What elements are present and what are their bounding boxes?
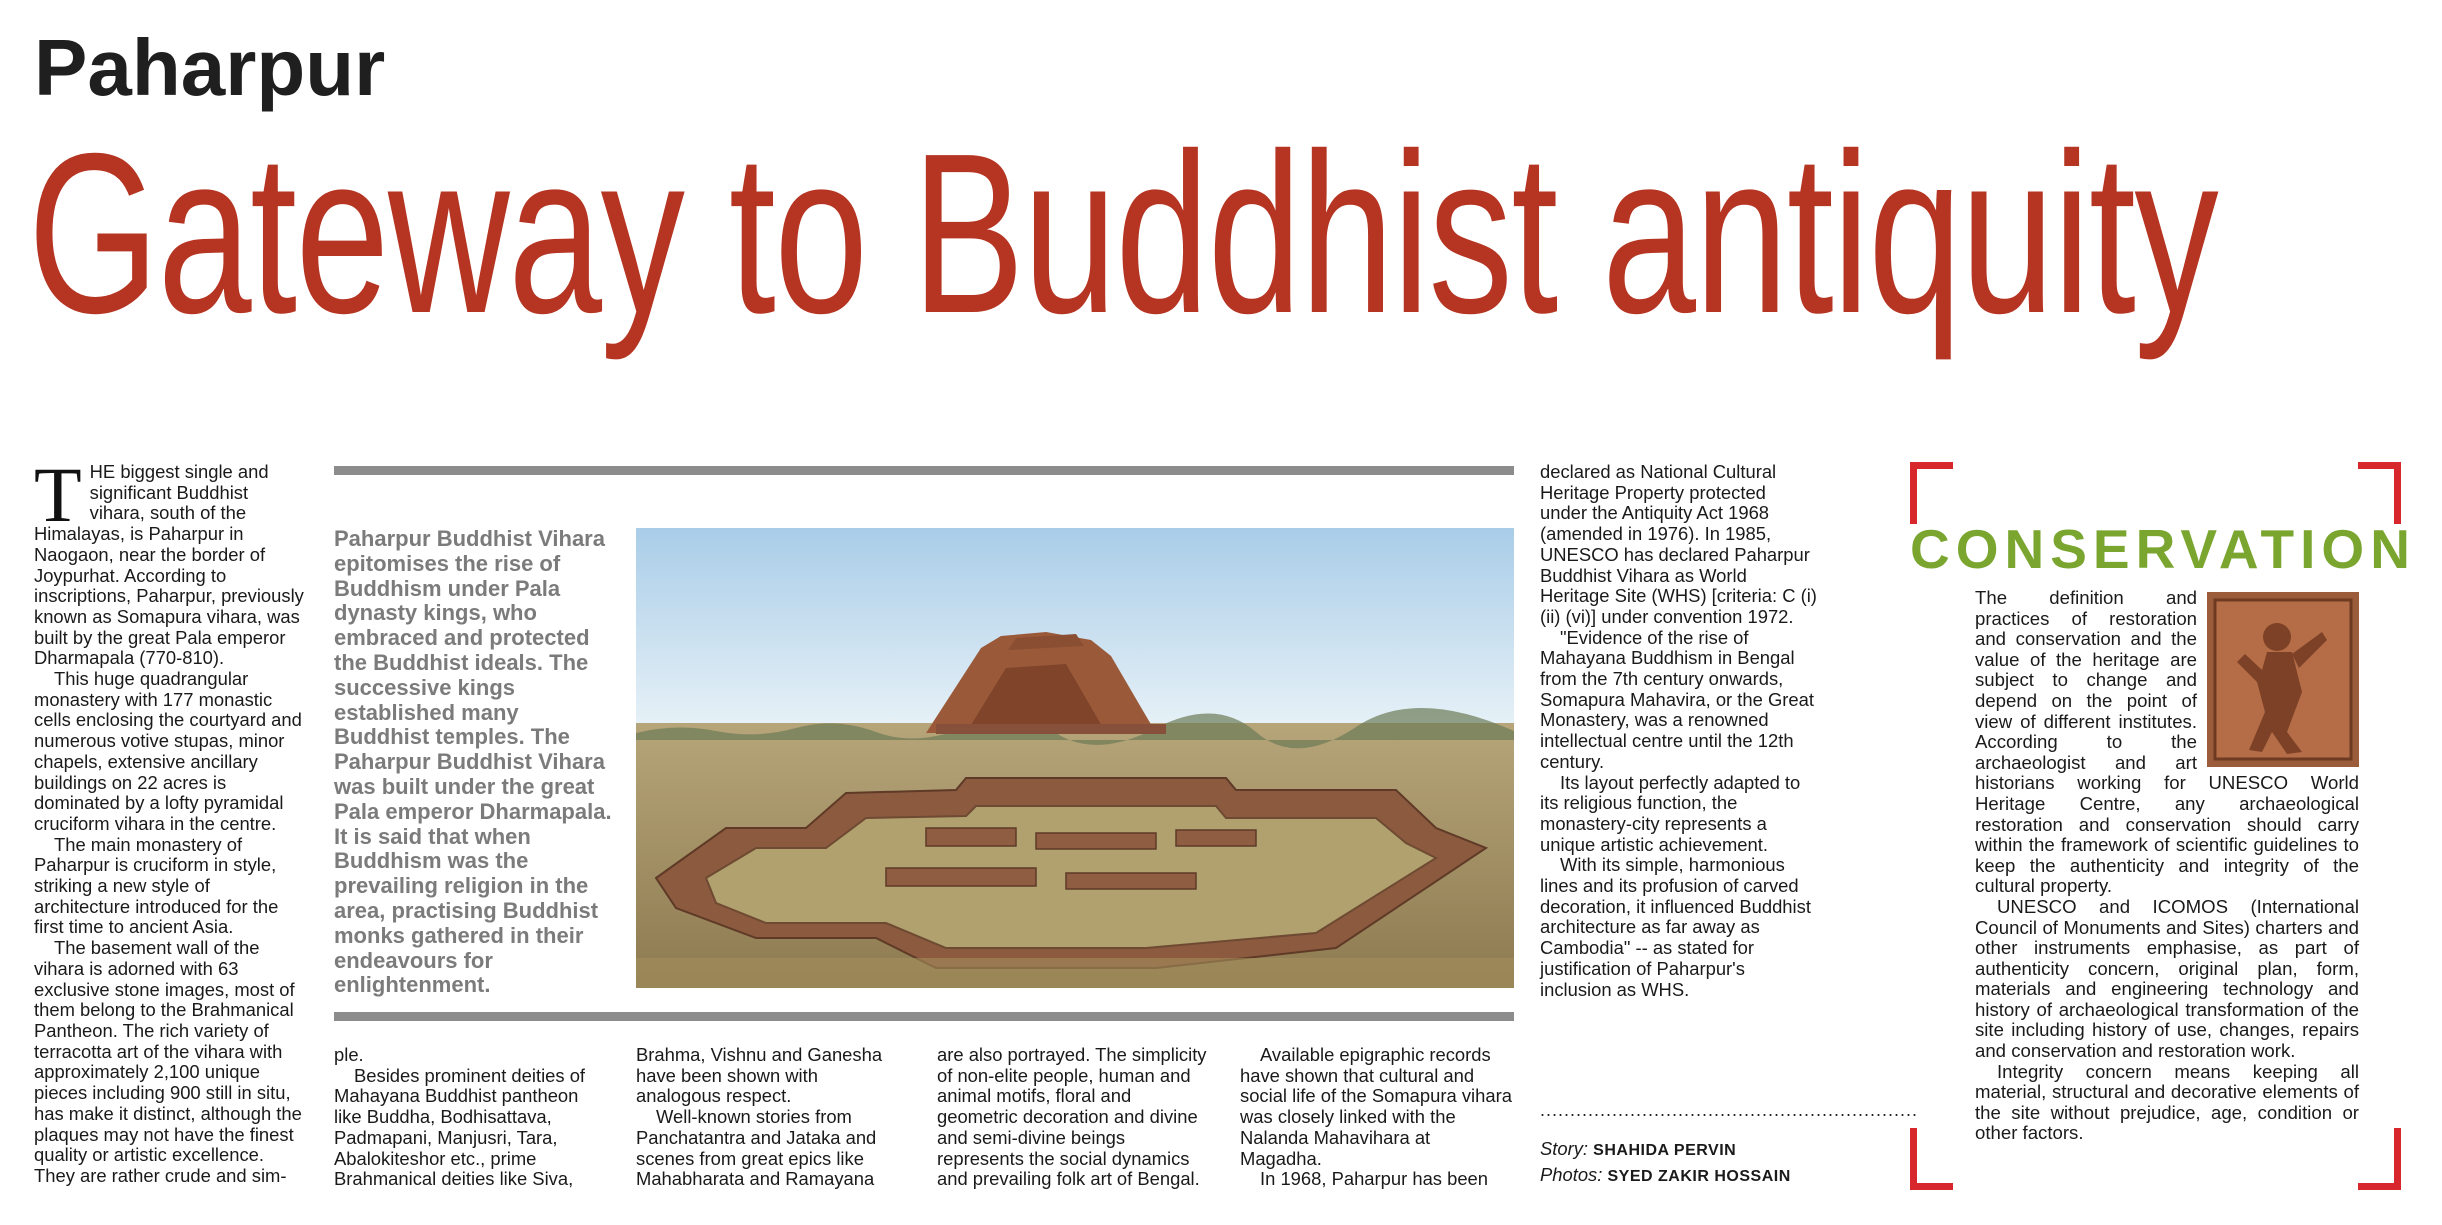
paragraph: Besides prominent deities of Mahayana Buddhist pantheon like Buddha, Bodhisattava, Padmapani, Manjusri, Tara, Abalokiteshor etc., prime Brahmanical deities like Siva, (334, 1064, 586, 1190)
paragraph: ple. (334, 1044, 364, 1065)
paragraph: declared as National Cultural Heritage Property protected under the Antiquity Act 1968 (amended in 1976). In 1985, UNESCO has declared Paharpur Buddhist Vihara as World Heritage Site (WHS) [criteria: C (i) (ii) (vi)] under convention 1972. (1540, 461, 1817, 627)
paragraph-text: HE biggest single and significant Buddhist vihara, south of the Himalayas, is Paharpur in Naogaon, near the border of Joypurhat. According to inscriptions, Paharpur, previously known as Somapura vihara, was built by the great Pala emperor Dharmapala (770-810). (34, 461, 304, 669)
paragraph: The main monastery of Paharpur is cruciform in style, striking a new style of architecture introduced for the first time to ancient Asia. (34, 833, 279, 938)
paragraph-text: The definition and practices of restoration and conservation and the value of the heritage are subject to change and depend on the point of view of different institutes. According to the archaeologist and art historians working for UNESCO World Heritage Centre, any archaeological restoration and conservation should carry within the framework of scientific guidelines to keep the authenticity and integrity of the cultural property. (1975, 587, 2359, 897)
paragraph: Well-known stories from Panchatantra and Jataka and scenes from great epics like Mahabharata and Ramayana (636, 1106, 877, 1190)
paragraph: With its simple, harmonious lines and its profusion of carved decoration, it influenced Buddhist architecture as far away as Cambodia" -- as stated for justification of Paharpur's inclusion as WHS. (1540, 854, 1811, 1000)
paragraph (1975, 588, 2359, 897)
paragraph: are also portrayed. The simplicity of non-elite people, human and animal motifs, floral and geometric decoration and divine and semi-divine beings represents the social dynamics and prevailing folk art of Bengal. (937, 1044, 1207, 1190)
bottom-rule (334, 1012, 1514, 1021)
article-column-4 (937, 1045, 1215, 1190)
paragraph: The basement wall of the vihara is adorned with 63 exclusive stone images, most of them belong to the Brahmanical Pantheon. The rich variety of terracotta art of the vihara with approximately 2,100 unique pieces including 900 still in situ, has make it distinct, although the plaques may not have the finest quality or artistic excellence. They are rather crude and sim- (34, 937, 302, 1186)
byline-divider: ............................................................... (1540, 1100, 1919, 1120)
paragraph (34, 451, 304, 669)
article-column-6 (1540, 462, 1818, 1000)
paragraph: Available epigraphic records have shown that cultural and social life of the Somapura vihara was closely linked with the Nalanda Mahavihara at Magadha. (1240, 1044, 1512, 1169)
paragraph: "Evidence of the rise of Mahayana Buddhism in Bengal from the 7th century onwards, Somapura Mahavira, or the Great Monastery, was a renowned intellectual centre until the 12th century. (1540, 626, 1814, 772)
sidebar-title: CONSERVATION (1910, 518, 2416, 580)
story-author: SHAHIDA PERVIN (1593, 1142, 1737, 1159)
paragraph: Its layout perfectly adapted to its religious function, the monastery-city represents a unique artistic achievement. (1540, 771, 1801, 855)
bracket-top-right (2358, 462, 2401, 524)
bracket-bottom-right (2358, 1128, 2401, 1190)
paragraph: Brahma, Vishnu and Ganesha have been shown with analogous respect. (636, 1044, 883, 1107)
terracotta-plaque-photo (2207, 592, 2359, 767)
bracket-top-left (1910, 462, 1953, 524)
article-column-2 (334, 1045, 604, 1190)
photos-label: Photos: (1540, 1164, 1603, 1185)
article-column-1 (34, 451, 304, 1187)
vihara-illustration (636, 528, 1514, 988)
top-rule (334, 466, 1514, 475)
article-column-5 (1240, 1045, 1515, 1190)
story-label: Story: (1540, 1138, 1589, 1159)
story-credit (1540, 1138, 1736, 1160)
paragraph: In 1968, Paharpur has been (1260, 1168, 1489, 1190)
paragraph: UNESCO and ICOMOS (International Council of Monuments and Sites) charters and other instruments emphasise, as part of authenticity concern, original plan, form, materials and engineering technology and history of archaeological transformation of the site including history of use, changes, repairs and conservation and restoration work. (1975, 895, 2359, 1062)
kicker-title: Paharpur (34, 23, 386, 112)
bracket-bottom-left (1910, 1128, 1953, 1190)
sidebar-body (1975, 588, 2359, 1144)
pull-quote: Paharpur Buddhist Vihara epitomises the rise of Buddhism under Pala dynasty kings, who embraced and protected the Buddhist ideals. The successive kings established many Buddhist temples. The Paharpur Buddhist Vihara was built under the great Pala emperor Dharmapala. It is said that when Buddhism was the prevailing religion in the area, practising Buddhist monks gathered in their endeavours for enlightenment. (334, 526, 612, 998)
paragraph: Integrity concern means keeping all material, structural and decorative elements of the site without prejudice, age, condition or other factors. (1975, 1060, 2359, 1144)
photographer: SYED ZAKIR HOSSAIN (1607, 1168, 1791, 1185)
photo-credit (1540, 1164, 1791, 1186)
headline: Gateway to Buddhist antiquity (28, 107, 2218, 361)
vihara-photo (636, 528, 1514, 988)
paragraph: This huge quadrangular monastery with 177 monastic cells enclosing the courtyard and numerous votive stupas, minor chapels, extensive ancillary buildings on 22 acres is dominated by a lofty pyramidal cruciform vihara in the centre. (34, 668, 302, 834)
drop-cap: T (34, 451, 82, 538)
article-column-3 (636, 1045, 906, 1190)
